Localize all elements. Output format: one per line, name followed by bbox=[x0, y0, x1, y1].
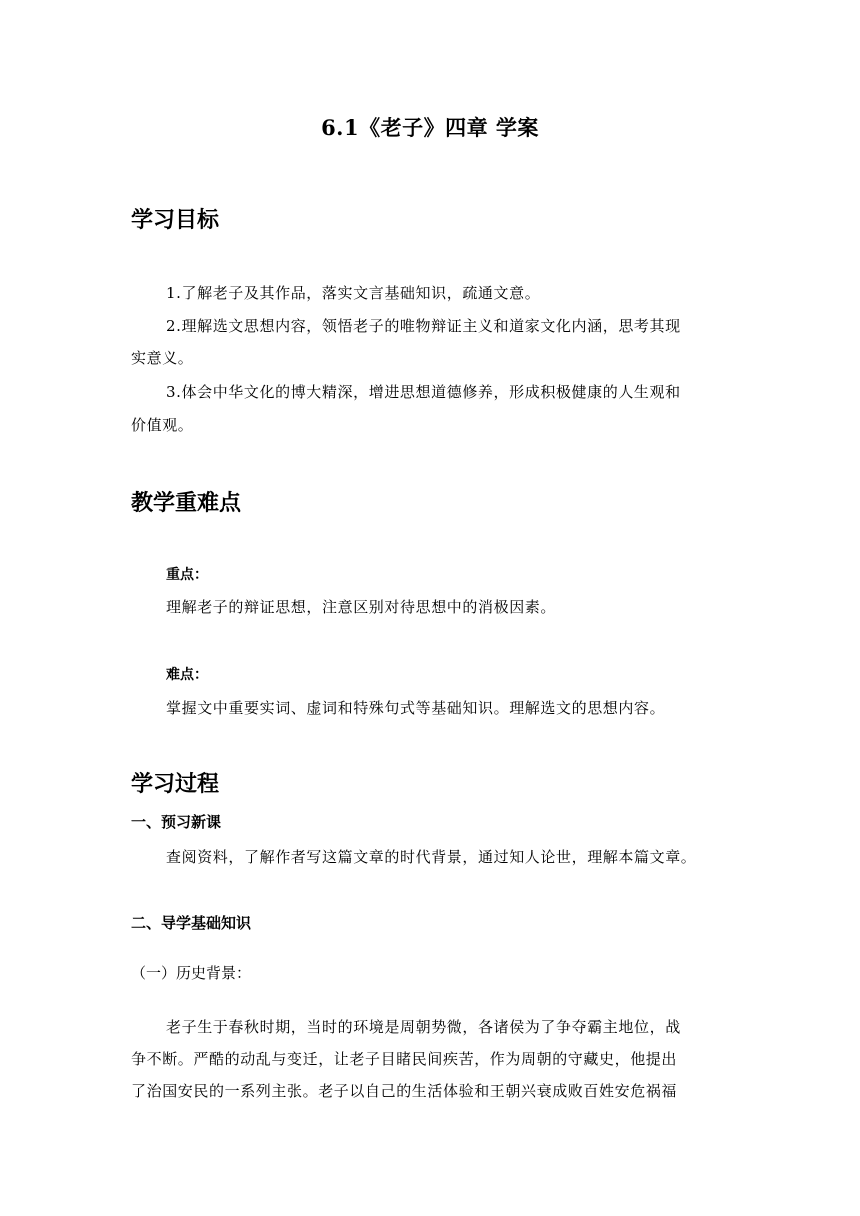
key-point-text: 理解老子的辩证思想，注意区别对待思想中的消极因素。 bbox=[166, 598, 557, 616]
preview-heading: 一、预习新课 bbox=[131, 813, 222, 831]
history-label: （一）历史背景： bbox=[131, 964, 252, 982]
preview-text: 查阅资料，了解作者写这篇文章的时代背景，通过知人论世，理解本篇文章。 bbox=[166, 848, 697, 866]
history-line-3: 了治国安民的一系列主张。老子以自己的生活体验和王朝兴衰成败百姓安危祸福 bbox=[131, 1082, 678, 1100]
guide-heading: 二、导学基础知识 bbox=[131, 914, 252, 932]
document-title: 6.1《老子》四章 学案 bbox=[321, 115, 539, 140]
history-line-2: 争不断。严酷的动乱与变迁，让老子目睹民间疾苦，作为周朝的守藏史，他提出 bbox=[131, 1050, 678, 1068]
goal-item-2-cont: 实意义。 bbox=[131, 349, 194, 367]
difficult-point-text: 掌握文中重要实词、虚词和特殊句式等基础知识。理解选文的思想内容。 bbox=[166, 699, 666, 717]
heading-learning-process: 学习过程 bbox=[131, 771, 220, 797]
key-point-label: 重点： bbox=[166, 567, 208, 583]
goal-item-1: 1.了解老子及其作品，落实文言基础知识，疏通文意。 bbox=[166, 284, 541, 302]
goal-item-3: 3.体会中华文化的博大精深，增进思想道德修养，形成积极健康的人生观和 bbox=[166, 383, 681, 401]
goal-item-3-cont: 价值观。 bbox=[131, 416, 194, 434]
heading-key-difficult-points: 教学重难点 bbox=[131, 490, 242, 516]
goal-item-2: 2.理解选文思想内容，领悟老子的唯物辩证主义和道家文化内涵，思考其现 bbox=[166, 317, 681, 335]
difficult-point-label: 难点： bbox=[166, 667, 208, 683]
heading-learning-goals: 学习目标 bbox=[131, 207, 220, 233]
history-line-1: 老子生于春秋时期，当时的环境是周朝势微，各诸侯为了争夺霸主地位，战 bbox=[166, 1018, 681, 1036]
